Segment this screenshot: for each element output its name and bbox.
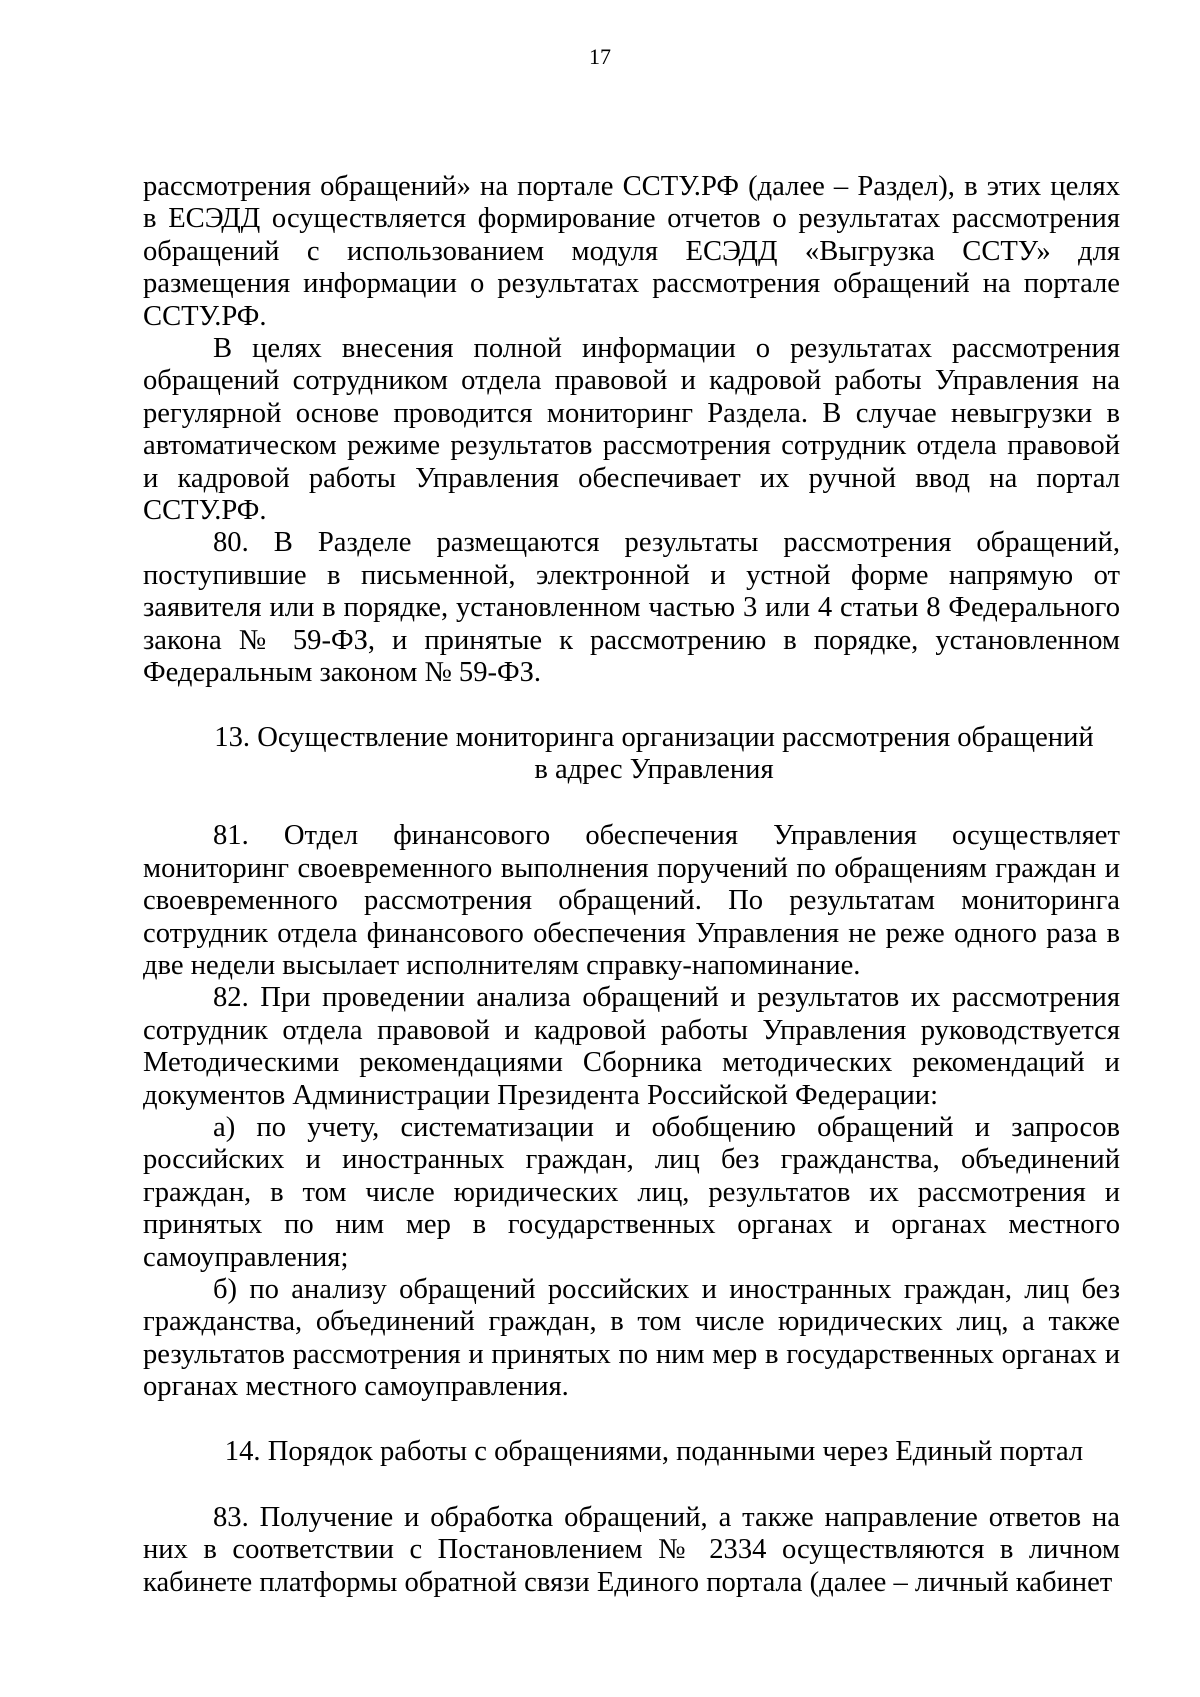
paragraph-81: 81. Отдел финансового обеспечения Управления осуществляет мониторинг своевременного выполнения поручений по обращениям граждан и своевременного рассмотрения обращений. По результатам мониторинга сотрудник отдела финансового обеспечения Управления не реже одного раза в две недели высылает исполнителям справку-напоминание. bbox=[143, 820, 1120, 981]
paragraph-82-a: а) по учету, систематизации и обобщению обращений и запросов российских и иностранных граждан, лиц без гражданства, объединений граждан, в том числе юридических лиц, результатов их рассмотрения и принятых по ним мер в государственных органах и органах местного самоуправления; bbox=[143, 1111, 1120, 1273]
paragraph-83: 83. Получение и обработка обращений, а также направление ответов на них в соответствии с Постановлением № 2334 осуществляются в личном кабинете платформы обратной связи Единого портала (далее – личный кабинет bbox=[143, 1502, 1120, 1598]
paragraph-continuation: рассмотрения обращений» на портале ССТУ.РФ (далее – Раздел), в этих целях в ЕСЭДД осуществляется формирование отчетов о результатах рассмотрения обращений с использованием модуля ЕСЭДД «Выгрузка ССТУ» для размещения информации о результатах рассмотрения обращений на портале ССТУ.РФ. bbox=[143, 171, 1120, 332]
paragraph-82-b: б) по анализу обращений российских и иностранных граждан, лиц без гражданства, объединений граждан, в том числе юридических лиц, а также результатов рассмотрения и принятых по ним мер в государственных органах и органах местного самоуправления. bbox=[143, 1274, 1120, 1403]
page-number: 17 bbox=[589, 44, 611, 69]
paragraph-82: 82. При проведении анализа обращений и результатов их рассмотрения сотрудник отдела правовой и кадровой работы Управления руководствуется Методическими рекомендациями Сборника методических рекомендаций и документов Администрации Президента Российской Федерации: bbox=[143, 982, 1120, 1111]
section-heading-13-line-1: 13. Осуществление мониторинга организации рассмотрения обращений bbox=[214, 721, 1094, 753]
paragraph-80: 80. В Разделе размещаются результаты рассмотрения обращений, поступившие в письменной, электронной и устной форме напрямую от заявителя или в порядке, установленном частью 3 или 4 статьи 8 Федерального закона № 59-ФЗ, и принятые к рассмотрению в порядке, установленном Федеральным законом № 59-ФЗ. bbox=[143, 527, 1120, 689]
section-heading-14: 14. Порядок работы с обращениями, поданными через Единый портал bbox=[224, 1435, 1084, 1467]
document-body bbox=[143, 171, 1120, 1599]
paragraph-monitoring-section: В целях внесения полной информации о результатах рассмотрения обращений сотрудником отдела правовой и кадровой работы Управления на регулярной основе проводится мониторинг Раздела. В случае невыгрузки в автоматическом режиме результатов рассмотрения сотрудник отдела правовой и кадровой работы Управления обеспечивает их ручной ввод на портал ССТУ.РФ. bbox=[143, 333, 1120, 527]
section-heading-13-line-2: в адрес Управления bbox=[534, 753, 774, 785]
section-heading-13 bbox=[143, 722, 1120, 787]
